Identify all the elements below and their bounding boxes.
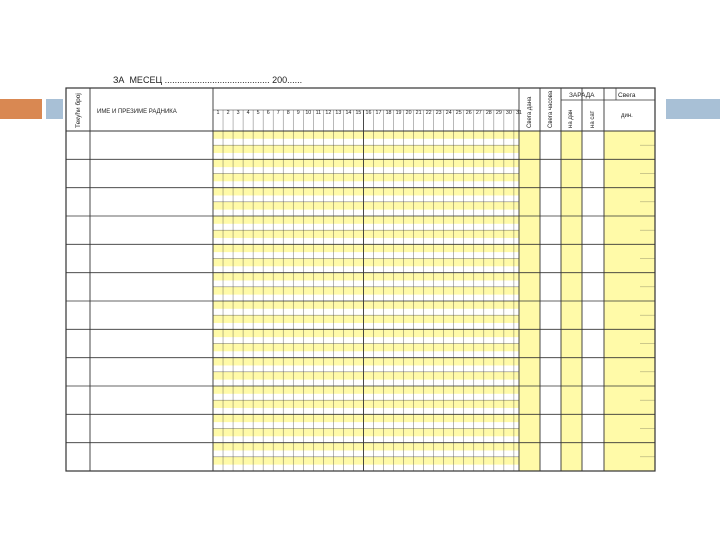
day-highlight-band	[213, 145, 519, 153]
group-total-label: Свега	[618, 92, 636, 99]
day-number-label: 20	[405, 110, 412, 116]
day-number-label: 27	[475, 110, 482, 116]
day-highlight-band	[213, 301, 519, 309]
day-highlight-band	[213, 372, 519, 380]
day-highlight-band	[213, 287, 519, 295]
day-number-label: 3	[236, 110, 240, 116]
day-number-label: 19	[395, 110, 402, 116]
day-highlight-band	[213, 174, 519, 182]
day-number-label: 5	[256, 110, 260, 116]
day-number-label: 21	[415, 110, 422, 116]
day-number-label: 4	[246, 110, 250, 116]
day-highlight-band	[213, 414, 519, 422]
day-number-label: 16	[365, 110, 372, 116]
day-number-label: 28	[485, 110, 492, 116]
day-highlight-band	[213, 230, 519, 238]
day-number-label: 8	[286, 110, 290, 116]
day-number-label: 29	[495, 110, 502, 116]
day-number-label: 17	[375, 110, 382, 116]
col-total-days-label: Свега дана	[527, 96, 533, 128]
col-total-hours-label: Свега часова	[548, 90, 554, 128]
day-number-label: 6	[266, 110, 270, 116]
day-number-label: 7	[276, 110, 280, 116]
day-highlight-band	[213, 329, 519, 337]
day-number-label: 18	[385, 110, 392, 116]
day-number-label: 31	[515, 110, 522, 116]
day-number-label: 15	[355, 110, 362, 116]
day-highlight-band	[213, 273, 519, 281]
col-name-label: ИМЕ И ПРЕЗИМЕ РАДНИКА	[97, 109, 177, 115]
day-number-label: 22	[425, 110, 432, 116]
day-highlight-band	[213, 315, 519, 323]
day-number-label: 14	[345, 110, 352, 116]
day-highlight-band	[213, 358, 519, 366]
day-highlight-band	[213, 457, 519, 465]
day-number-label: 24	[445, 110, 452, 116]
day-highlight-band	[213, 386, 519, 394]
day-highlight-band	[213, 216, 519, 224]
day-number-label: 2	[226, 110, 230, 116]
day-number-label: 13	[335, 110, 342, 116]
day-number-label: 23	[435, 110, 442, 116]
day-highlight-band	[213, 131, 519, 139]
day-highlight-band	[213, 202, 519, 210]
day-number-label: 30	[505, 110, 512, 116]
day-number-label: 1	[216, 110, 220, 116]
day-number-label: 12	[325, 110, 332, 116]
day-highlight-band	[213, 159, 519, 167]
col-per-hour-label: на сат	[590, 110, 596, 128]
day-number-label: 26	[465, 110, 472, 116]
col-per-day-label: на дан	[568, 109, 574, 128]
day-number-label: 11	[315, 110, 322, 116]
day-highlight-band	[213, 344, 519, 352]
day-highlight-band	[213, 244, 519, 252]
col-din-label: дин.	[621, 113, 633, 119]
day-highlight-band	[213, 429, 519, 437]
day-highlight-band	[213, 259, 519, 267]
day-number-label: 25	[455, 110, 462, 116]
day-highlight-band	[213, 188, 519, 196]
day-highlight-band	[213, 443, 519, 451]
day-number-label: 10	[305, 110, 312, 116]
group-wage-label: ЗАРАДА	[569, 92, 595, 99]
day-highlight-band	[213, 400, 519, 408]
day-number-label: 9	[296, 110, 300, 116]
col-serial-label: Текући број	[75, 93, 82, 128]
form-title: ЗА МЕСЕЦ .......................................... 200......	[113, 75, 303, 85]
